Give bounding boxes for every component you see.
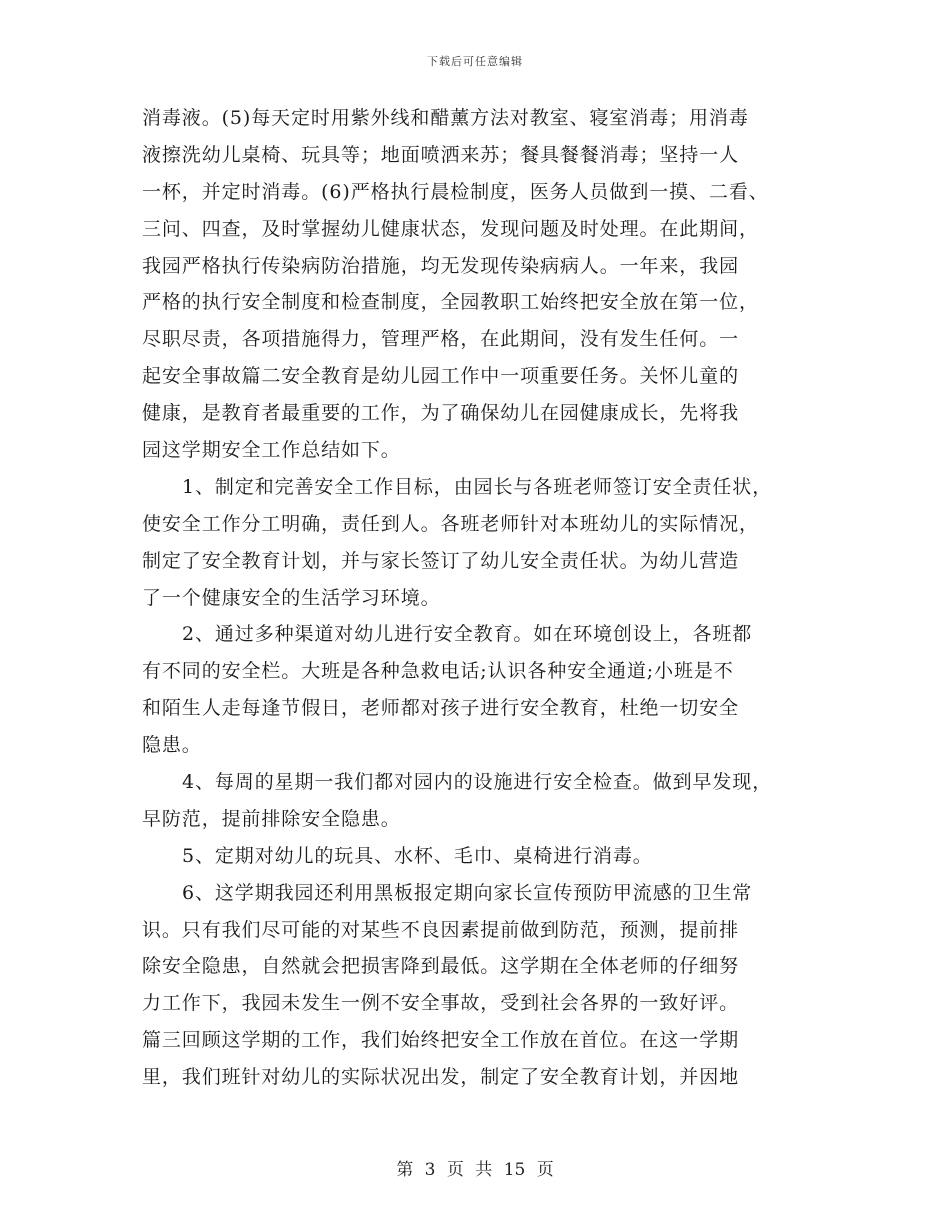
text-line: 6、这学期我园还利用黑板报定期向家长宣传预防甲流感的卫生常 — [182, 881, 753, 904]
text-line: 我园严格执行传染病防治措施，均无发现传染病病人。一年来，我园 — [142, 254, 740, 277]
text-line: 起安全事故篇二安全教育是幼儿园工作中一项重要任务。关怀儿童的 — [142, 365, 740, 388]
text-line: 尽职尽责，各项措施得力，管理严格，在此期间，没有发生任何。一 — [142, 328, 740, 351]
text-line: 严格的执行安全制度和检查制度，全园教职工始终把安全放在第一位， — [142, 291, 759, 314]
text-line: 篇三回顾这学期的工作，我们始终把安全工作放在首位。在这一学期 — [142, 1029, 740, 1052]
text-line: 识。只有我们尽可能的对某些不良因素提前做到防范，预测，提前排 — [142, 918, 740, 941]
text-line: 使安全工作分工明确，责任到人。各班老师针对本班幼儿的实际情况， — [142, 512, 759, 535]
text-line: 制定了安全教育计划，并与家长签订了幼儿安全责任状。为幼儿营造 — [142, 549, 740, 572]
text-line: 2、通过多种渠道对幼儿进行安全教育。如在环境创设上，各班都 — [182, 623, 753, 646]
text-line: 一杯，并定时消毒。(6)严格执行晨检制度，医务人员做到一摸、二看、 — [142, 180, 769, 203]
text-line: 园这学期安全工作总结如下。 — [142, 439, 401, 462]
text-line: 4、每周的星期一我们都对园内的设施进行安全检查。做到早发现， — [182, 771, 773, 794]
page-number-footer: 第 3 页 共 15 页 — [396, 1160, 554, 1180]
text-line: 力工作下，我园未发生一例不安全事故，受到社会各界的一致好评。 — [142, 992, 740, 1015]
text-line: 了一个健康安全的生活学习环境。 — [142, 586, 441, 609]
text-line: 里，我们班针对幼儿的实际状况出发，制定了安全教育计划，并因地 — [142, 1066, 740, 1089]
text-line: 早防范，提前排除安全隐患。 — [142, 807, 401, 830]
text-line: 隐患。 — [142, 734, 202, 757]
text-line: 液擦洗幼儿桌椅、玩具等；地面喷洒来苏；餐具餐餐消毒；坚持一人 — [142, 143, 740, 166]
text-line: 三问、四查，及时掌握幼儿健康状态，发现问题及时处理。在此期间， — [142, 217, 759, 240]
text-line: 健康，是教育者最重要的工作，为了确保幼儿在园健康成长，先将我 — [142, 402, 740, 425]
text-line: 和陌生人走每逢节假日，老师都对孩子进行安全教育，杜绝一切安全 — [142, 697, 740, 720]
document-body — [142, 100, 814, 1096]
text-line: 除安全隐患，自然就会把损害降到最低。这学期在全体老师的仔细努 — [142, 955, 740, 978]
text-line: 有不同的安全栏。大班是各种急救电话;认识各种安全通道;小班是不 — [142, 660, 734, 683]
text-line: 5、定期对幼儿的玩具、水杯、毛巾、桌椅进行消毒。 — [182, 844, 653, 867]
text-line: 1、制定和完善安全工作目标，由园长与各班老师签订安全责任状， — [182, 475, 773, 498]
text-line: 消毒液。(5)每天定时用紫外线和醋薰方法对教室、寝室消毒；用消毒 — [142, 107, 749, 129]
page-header: 下载后可任意编辑 — [427, 55, 523, 68]
